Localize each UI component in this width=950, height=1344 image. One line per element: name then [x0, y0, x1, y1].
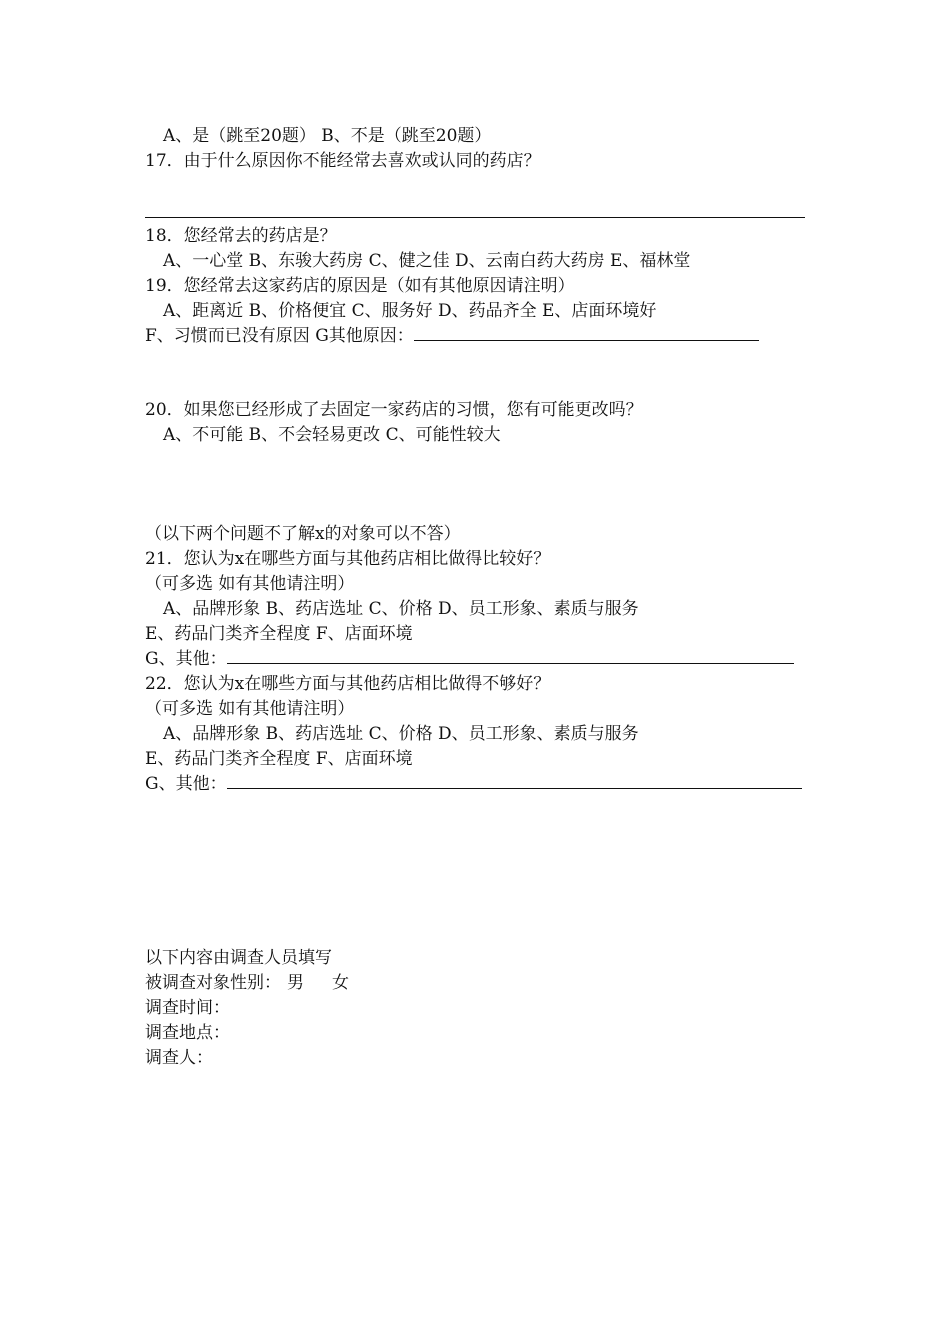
- q19-options-1: A、距离近 B、价格便宜 C、服务好 D、药品齐全 E、店面环境好: [163, 301, 657, 321]
- q21-other-blank[interactable]: [227, 647, 794, 664]
- q22-hint: （可多选 如有其他请注明）: [145, 699, 355, 719]
- gender-row: [145, 971, 349, 995]
- q21-other-label: G、其他：: [145, 649, 227, 669]
- q16-options: A、是（跳至20题） B、不是（跳至20题）: [163, 126, 492, 146]
- surveyor-section-title: 以下内容由调查人员填写: [145, 948, 332, 968]
- gender-female-option[interactable]: 女: [332, 973, 349, 993]
- surveyor-label: 调查人：: [145, 1048, 213, 1068]
- gender-label: 被调查对象性别：: [145, 973, 281, 993]
- question-18: 18．您经常去的药店是？: [145, 226, 337, 246]
- q18-options: A、一心堂 B、东骏大药房 C、健之佳 D、云南白药大药房 E、福林堂: [163, 251, 691, 271]
- q21-other: [145, 647, 794, 671]
- question-22: 22．您认为x在哪些方面与其他药店相比做得不够好？: [145, 674, 551, 694]
- gender-male-option[interactable]: 男: [287, 973, 304, 993]
- question-19: 19．您经常去这家药店的原因是（如有其他原因请注明）: [145, 276, 575, 296]
- q19-options-2-text: F、习惯而已没有原因 G其他原因：: [145, 326, 414, 346]
- q22-options-1: A、品牌形象 B、药店选址 C、价格 D、员工形象、素质与服务: [163, 724, 639, 744]
- q20-options: A、不可能 B、不会轻易更改 C、可能性较大: [163, 425, 501, 445]
- q21-hint: （可多选 如有其他请注明）: [145, 574, 355, 594]
- survey-place-label: 调查地点：: [145, 1023, 230, 1043]
- q22-other-label: G、其他：: [145, 774, 227, 794]
- q19-options-2: [145, 324, 759, 348]
- question-21: 21．您认为x在哪些方面与其他药店相比做得比较好？: [145, 549, 551, 569]
- q19-other-blank[interactable]: [414, 324, 759, 341]
- survey-time-label: 调查时间：: [145, 998, 230, 1018]
- q22-other-blank[interactable]: [227, 772, 802, 789]
- q22-options-2: E、药品门类齐全程度 F、店面环境: [145, 749, 413, 769]
- question-17: 17．由于什么原因你不能经常去喜欢或认同的药店？: [145, 151, 541, 171]
- question-20: 20．如果您已经形成了去固定一家药店的习惯，您有可能更改吗？: [145, 400, 643, 420]
- note-optional: （以下两个问题不了解x的对象可以不答）: [145, 524, 461, 544]
- q22-other: [145, 772, 802, 796]
- q17-answer-line[interactable]: [145, 217, 805, 218]
- q21-options-2: E、药品门类齐全程度 F、店面环境: [145, 624, 413, 644]
- q21-options-1: A、品牌形象 B、药店选址 C、价格 D、员工形象、素质与服务: [163, 599, 639, 619]
